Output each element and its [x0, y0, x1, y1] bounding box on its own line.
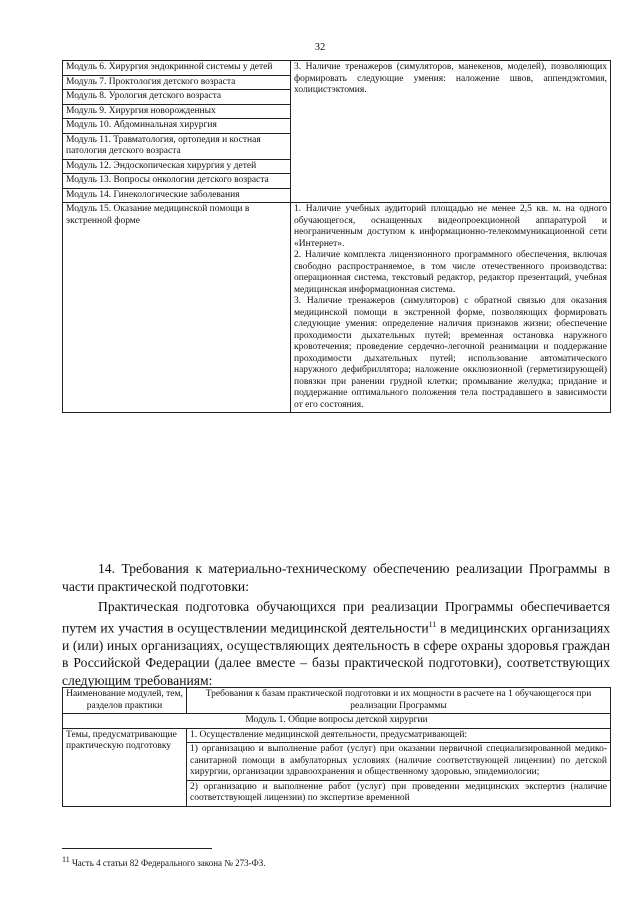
footnote-ref: 11 [428, 619, 437, 629]
footnote [62, 855, 265, 868]
module-item: Модуль 11. Травматология, ортопедия и костная патология детского возраста [63, 134, 290, 160]
module-item: Модуль 8. Урология детского возраста [63, 90, 290, 105]
practice-bases-table [62, 687, 611, 807]
page-number: 32 [314, 42, 326, 53]
module-item: Модуль 9. Хирургия новорожденных [63, 105, 290, 120]
module-row: Модуль 1. Общие вопросы детской хирургии [63, 714, 611, 729]
table-row [63, 61, 611, 203]
requirement-item: 3. Наличие тренажеров (симуляторов) с обратной связью для оказания медицинской помощи в экстренной форме, позволяющих формировать следующие умения: определение наличия признаков жизни; обеспечение проходимости дыхательных путей; временная остановка наружного кровотечения; проведение сердечно-легочной реанимации и поддержание проходимости дыхательных путей; использование автоматического наружного дефибриллятора; наложение окклюзионной (герметизирующей) повязки при ранении грудной клетки; промывание желудка; придание и поддержание оптимального положения тела пострадавшего в зависимости от его состояния. [294, 296, 607, 410]
section-14-heading: 14. Требования к материально-техническому обеспечению реализации Программы в части практической подготовки: [62, 561, 610, 594]
module-item: Модуль 6. Хирургия эндокринной системы у детей [63, 61, 290, 76]
requirements-cell [291, 203, 611, 413]
modules-cell [63, 61, 291, 203]
practical-training-paragraph [62, 598, 610, 689]
module-item: Модуль 7. Проктология детского возраста [63, 76, 290, 91]
requirements-cell: 3. Наличие тренажеров (симуляторов, манекенов, моделей), позволяющих формировать следующие умения: наложение швов, аппендэктомия, холицистэктомия. [291, 61, 611, 203]
footnote-divider [62, 848, 212, 849]
module-item: Модуль 10. Абдоминальная хирургия [63, 119, 290, 134]
module-item: Модуль 14. Гинекологические заболевания [66, 189, 240, 200]
equipment-table [62, 60, 611, 413]
requirements-cell [187, 728, 611, 806]
column-header: Требования к базам практической подготовки и их мощности в расчете на 1 обучающегося при реализации Программы [187, 688, 611, 714]
paragraph-part: в медицинских организациях и (или) иных организациях, осуществляющих деятельность в сфере охраны здоровья граждан в Российской Федерации (далее вместе – базы практической подготовки), соответствующих следующим требованиям: [62, 620, 610, 688]
module-15-cell: Модуль 15. Оказание медицинской помощи в экстренной форме [63, 203, 291, 413]
footnote-mark: 11 [62, 855, 70, 864]
requirement-item: 1) организацию и выполнение работ (услуг) при оказании первичной специализированной медико-санитарной помощи в амбулаторных условиях (наличие соответствующей лицензии) по детской хирургии, организации здравоохранения и общественному здоровью, эпидемиологии; [187, 743, 610, 781]
requirement-item: 2. Наличие комплекта лицензионного программного обеспечения, включая свободно распространяемое, в том числе отечественного производства: операционная система, текстовый редактор, редактор презентаций, учебная медицинская информационная система. [294, 250, 607, 295]
table-row [63, 203, 611, 413]
module-item: Модуль 12. Эндоскопическая хирургия у детей [63, 160, 290, 175]
footnote-text: Часть 4 статьи 82 Федерального закона № 273-ФЗ. [69, 858, 266, 868]
requirement-item: 2) организацию и выполнение работ (услуг) при проведении медицинских экспертиз (наличие соответствующей лицензии) по экспертизе временной [190, 781, 607, 803]
requirement-item: 1. Наличие учебных аудиторий площадью не менее 2,5 кв. м. на одного обучающегося, оснащенных видеопроекционной аппаратурой и неограниченным доступом к информационно-телекоммуникационной сети «Интернет». [294, 204, 607, 249]
table-row [63, 728, 611, 806]
module-item: Модуль 13. Вопросы онкологии детского возраста [63, 174, 290, 189]
table-row [63, 714, 611, 729]
column-header: Наименование модулей, тем, разделов практики [63, 688, 187, 714]
table-header-row [63, 688, 611, 714]
topics-cell: Темы, предусматривающие практическую подготовку [63, 728, 187, 806]
requirement-item: 1. Осуществление медицинской деятельности, предусматривающей: [187, 729, 610, 744]
paragraph-part: Практическая подготовка обучающихся при реализации Программы обеспечивается путем их участия в осуществлении медицинской деятельности [62, 599, 610, 636]
